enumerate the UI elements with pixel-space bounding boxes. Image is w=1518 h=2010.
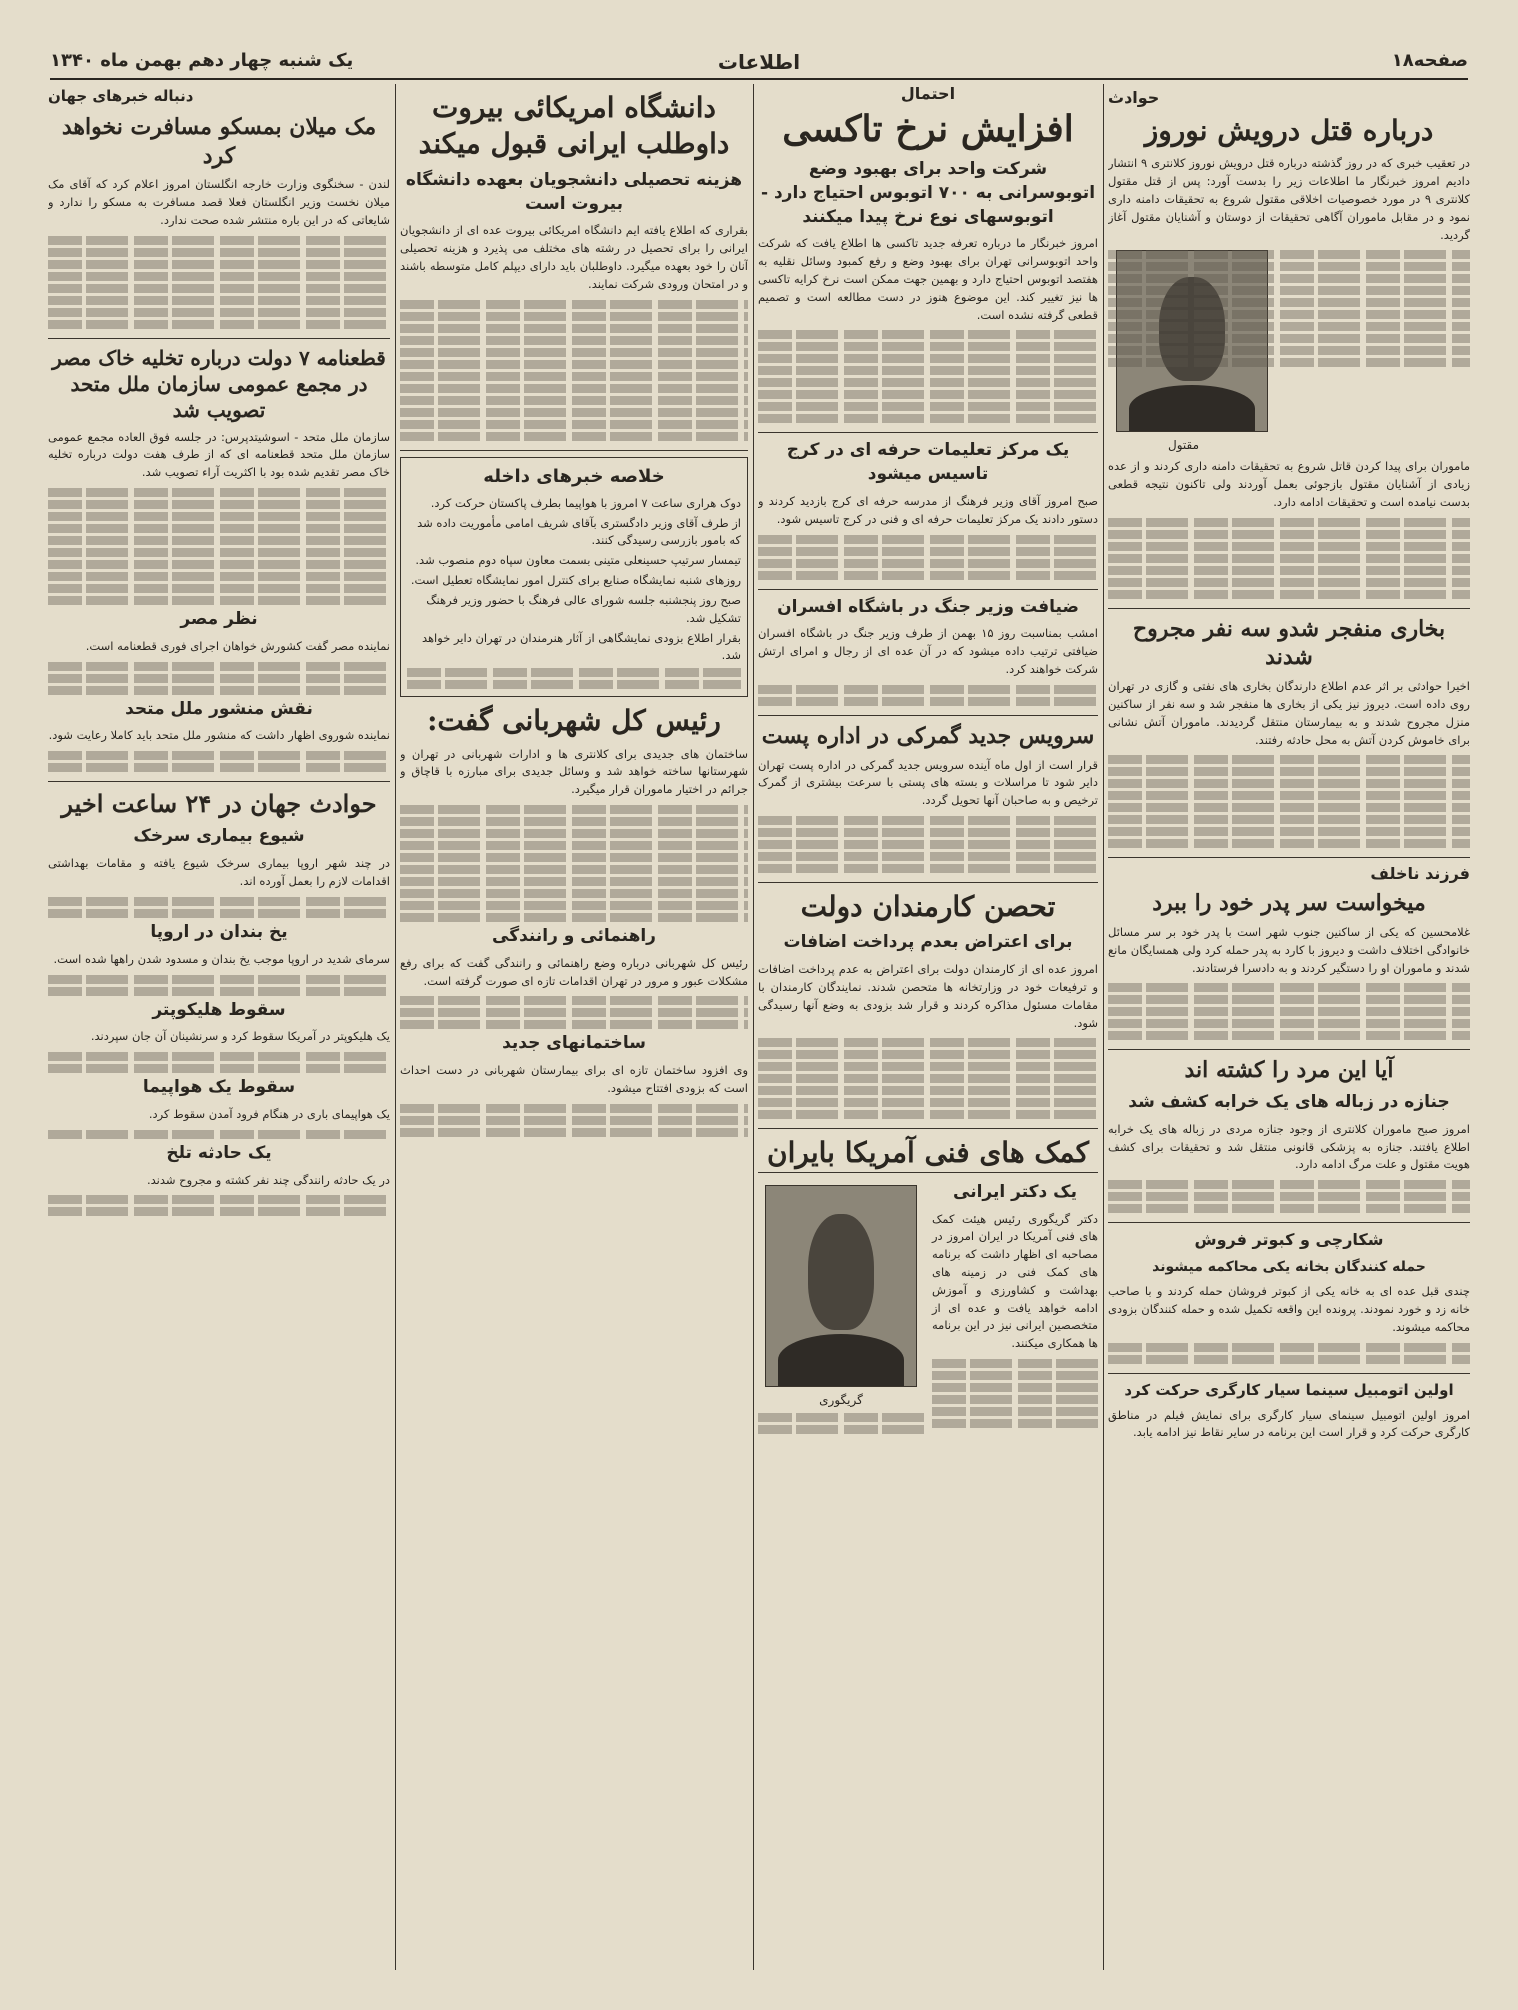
article-body: نماینده شوروی اظهار داشت که منشور ملل متحد باید کاملا رعایت شود.	[48, 728, 390, 743]
article-body: امشب بمناسبت روز ۱۵ بهمن از طرف وزیر جنگ در باشگاه افسران ضیافتی ترتیب داده میشود که در آن عده ای از رجال و امرای ارتش شرکت خواهند کرد.	[758, 626, 1098, 677]
kicker: یک دکتر ایرانی	[953, 1181, 1077, 1202]
headline: افزایش نرخ تاکسی	[782, 108, 1074, 150]
news-brief: صبح روز پنجشنبه جلسه شورای عالی فرهنگ با حضور وزیر فرهنگ تشکیل شد.	[426, 592, 741, 625]
column-rule	[395, 84, 396, 1970]
article-us-technical-aid	[758, 1135, 1098, 1436]
article-civil-servants-sitin	[758, 889, 1098, 1129]
news-brief: از طرف آقای وزیر دادگستری بآقای شریف امامی مأموریت داده شد که بامور بازرسی رسیدگی کنند.	[417, 515, 741, 548]
column-world-news	[48, 84, 390, 1970]
section-label: دنباله خبرهای جهان	[48, 87, 194, 105]
article-body: رئیس کل شهربانی درباره وضع راهنمائی و رانندگی گفت که برای رفع مشکلات عبور و مرور در تهران اقدامات تازه ای صورت گرفته است.	[400, 955, 748, 988]
article-body: بقراری که اطلاع یافته ایم دانشگاه امریکائی بیروت عده ای از دانشجویان ایرانی را برای تحصیل در رشته های مختلف می پذیرد و هزینه تحصیلی آنان را خود بعهده میگیرد. داوطلبان باید دارای دیپلم کامل متوسطه باشند و در امتحان ورودی شرکت نمایند.	[400, 223, 748, 291]
article-body: در یک حادثه رانندگی چند نفر کشته و مجروح شدند.	[146, 1172, 390, 1187]
article-taxi-fares	[758, 84, 1098, 433]
headline: میخواست سر پدر خود را ببرد	[1152, 890, 1426, 917]
section-subheading: سقوط یک هواپیما	[142, 1077, 296, 1098]
article-dervish-murder	[1108, 113, 1470, 609]
article-un-resolution	[48, 345, 390, 783]
section-label: حوادث	[1108, 88, 1160, 107]
article-body: سرمای شدید در اروپا موجب یخ بندان و مسدود شدن راهها شده است.	[53, 951, 390, 966]
subheadline: جنازه در زباله های یک خرابه کشف شد	[1128, 1091, 1450, 1112]
article-body-found	[1108, 1056, 1470, 1223]
news-brief: تیمسار سرتیپ حسینعلی متینی بسمت معاون سپاه دوم منصوب شد.	[415, 553, 741, 568]
news-brief: روزهای شنبه نمایشگاه صنایع برای کنترل امور نمایشگاه تعطیل است.	[410, 573, 741, 588]
headline: ضیافت وزیر جنگ در باشگاه افسران	[777, 596, 1079, 617]
subheadline: شرکت واحد برای بهبود وضع اتوبوسرانی به ۷۰۰ اتوبوس احتیاج دارد - اتوبوسهای نوع نرخ پیدا میکنند	[760, 159, 1096, 227]
gregory-photo	[765, 1185, 917, 1387]
section-subheading: ساختمانهای جدید	[502, 1033, 646, 1054]
article-body: در تعقیب خبری که در روز گذشته درباره قتل درویش نوروز کلانتری ۹ انتشار دادیم امروز خبرنگار ما اطلاعات زیر را بدست آورد: پس از قتل مقتول کلانتری ۹ در مورد خصوصیات اخلاقی مقتول شروع به تحقیقات دامنه داری نمود و در مقابل ماموران آگاهی تحقیقات از دوستان و آشنایان مقتول آغاز گردید.	[1108, 156, 1470, 242]
article-beirut-university	[400, 90, 748, 451]
headline: بخاری منفجر شدو سه نفر مجروح شدند	[1132, 615, 1446, 671]
subheadline: هزینه تحصیلی دانشجویان بعهده دانشگاه بیروت است	[405, 169, 743, 214]
column-rule	[1103, 84, 1104, 1970]
article-body: غلامحسین که یکی از ساکنین جنوب شهر است با پدر خود بر سر مسائل خانوادگی اختلاف داشت و دیروز با کارد به پدر حمله کرد ولی همسایگان مانع شدند و ماموران او را دستگیر کردند و به دادسرا فرستادند.	[1108, 924, 1470, 975]
article-world-24h	[48, 788, 390, 1216]
news-brief: بقرار اطلاع بزودی نمایشگاهی از آثار هنرمندان در تهران دایر خواهد شد.	[421, 630, 741, 663]
article-body: چندی قبل عده ای به خانه یکی از کبوتر فروشان حمله کردند و با صاحب خانه زد و خورد نمودند. پرونده این واقعه تکمیل شده و حمله کنندگان بزودی محاکمه میشوند.	[1108, 1284, 1470, 1334]
issue-date: یک شنبه چهار دهم بهمن ماه ۱۳۴۰	[50, 50, 354, 71]
section-subheading: راهنمائی و رانندگی	[492, 925, 656, 946]
column-domestic	[758, 84, 1098, 1970]
section-subheading: یخ بندان در اروپا	[150, 921, 288, 942]
subheadline: حمله کنندگان بخانه یکی محاکمه میشوند	[1152, 1258, 1426, 1275]
column-accidents	[1108, 84, 1470, 1970]
article-body: امروز خبرنگار ما درباره تعرفه جدید تاکسی ها اطلاع یافت که شرکت واحد اتوبوسرانی تهران برای بهبود وضع و رفع کمبود وسائل نقلیه به هفتصد اتوبوس احتیاج دارد و بهمین جهت ممکن است نرخ کرایه تاکسی ها نیز تغییر کند. این موضوع هنوز در دست مطالعه است و تصمیم قطعی گرفته نشده است.	[758, 236, 1098, 322]
photo-caption: مقتول	[1168, 438, 1200, 453]
article-body: صبح امروز آقای وزیر فرهنگ از مدرسه حرفه ای کرج بازدید کردند و دستور دادند یک مرکز تعلیمات حرفه ای و فنی در کرج تاسیس شود.	[758, 494, 1098, 526]
article-body: سازمان ملل متحد - اسوشیتدپرس: در جلسه فوق العاده مجمع عمومی سازمان ملل متحد قطعنامه ای که از طرف هفت دولت درباره تخلیه خاک مصر تقدیم شده بود با اکثریت آراء تصویب شد.	[48, 429, 390, 480]
article-body: امروز عده ای از کارمندان دولت برای اعتراض به عدم پرداخت اضافات و ترفیعات خود در وزارتخانه ها متحصن شدند. نمایندگان کارمندان با مقامات مسئول مذاکره کردند و قرار شد بزودی به وضع آنها رسیدگی شود.	[758, 962, 1098, 1030]
article-body: اخیرا حوادثی بر اثر عدم اطلاع دارندگان بخاری های نفتی و گازی در تهران روی داده است. دیروز نیز یکی از بخاری ها منفجر شد و سه نفر از ساکنین منزل مجروح شدند و به بیمارستان منتقل گردیدند. ماموران آتش نشانی برای خاموش کردن آتش به محل حادثه رفتند.	[1108, 679, 1470, 747]
headline: دانشگاه امریکائی بیروت داوطلب ایرانی قبول میکند	[418, 91, 730, 161]
headline: مک میلان بمسکو مسافرت نخواهد کرد	[61, 114, 377, 169]
article-body: لندن - سخنگوی وزارت خارجه انگلستان امروز اعلام کرد که آقای مک میلان نخست وزیر انگلستان فعلا قصد مسافرت به مسکو را ندارد و شایعاتی که در این باره منتشر شده صحت ندارد.	[48, 177, 390, 227]
article-body: در چند شهر اروپا بیماری سرخک شیوع یافته و مقامات بهداشتی اقدامات لازم را بعمل آورده اند.	[48, 856, 390, 889]
column-rule	[753, 84, 754, 1970]
column-education-briefs	[400, 84, 748, 1970]
article-body: امروز صبح ماموران کلانتری از وجود جنازه مردی در زباله های یک خرابه اطلاع یافتند. جنازه به پزشکی قانونی منتقل شد و تحقیقات برای کشف هویت مقتول و علت مرگ ادامه دارد.	[1108, 1121, 1470, 1172]
headline: حوادث جهان در ۲۴ ساعت اخیر	[61, 789, 377, 819]
news-brief: دوک هراری ساعت ۷ امروز با هواپیما بطرف پاکستان حرکت کرد.	[430, 495, 741, 510]
headline: سرویس جدید گمرکی در اداره پست	[761, 722, 1095, 749]
headline: اولین اتومبیل سینما سیار کارگری حرکت کرد	[1124, 1380, 1454, 1399]
article-war-minister-banquet	[758, 596, 1098, 716]
page-number: صفحه۱۸	[1391, 50, 1468, 71]
headline: قطعنامه ۷ دولت درباره تخلیه خاک مصر در مجمع عمومی سازمان ملل متحد تصویب شد	[52, 345, 386, 422]
photo-caption: گریگوری	[819, 1392, 863, 1407]
article-pigeon-seller	[1108, 1229, 1470, 1373]
article-body: یک هلیکوپتر در آمریکا سقوط کرد و سرنشینان آن جان سپردند.	[90, 1029, 390, 1044]
article-son-attack	[1108, 864, 1470, 1050]
headline: خلاصه خبرهای داخله	[483, 465, 665, 487]
kicker: فرزند ناخلف	[1370, 864, 1470, 884]
article-vocational-center	[758, 439, 1098, 589]
kicker: احتمال	[900, 84, 956, 103]
headline: تحصن کارمندان دولت	[800, 889, 1056, 923]
article-heater-explosion	[1108, 615, 1470, 858]
domestic-news-summary	[400, 457, 748, 698]
subheadline: برای اعتراض بعدم پرداخت اضافات	[783, 932, 1073, 953]
masthead	[50, 48, 1468, 80]
article-police-chief	[400, 703, 748, 1137]
headline: آیا این مرد را کشته اند	[1184, 1057, 1394, 1084]
article-body: نماینده مصر گفت کشورش خواهان اجرای فوری قطعنامه است.	[85, 638, 390, 653]
headline: درباره قتل درویش نوروز	[1144, 114, 1434, 147]
article-body: امروز اولین اتومبیل سینمای سیار کارگری برای نمایش فیلم در مناطق کارگری حرکت کرد و قرار است این برنامه در سایر نقاط نیز ادامه یابد.	[1108, 1407, 1470, 1440]
article-mobile-cinema	[1108, 1380, 1470, 1443]
section-subheading: نقش منشور ملل متحد	[125, 698, 313, 719]
section-subheading: یک حادثه تلخ	[166, 1142, 272, 1163]
article-body: ماموران برای پیدا کردن قاتل شروع به تحقیقات دامنه داری کردند و از عده زیادی از آشنایان مقتول بازجوئی بعمل آوردند ولی تاکنون نتیجه قطعی بدست نیامده است و تحقیقات ادامه دارد.	[1108, 459, 1470, 510]
article-macmillan	[48, 86, 390, 339]
newspaper-name: اطلاعات	[717, 50, 801, 74]
section-subheading: نظر مصر	[180, 609, 258, 630]
section-subheading: شیوع بیماری سرخک	[133, 826, 305, 847]
article-body: یک هواپیمای باری در هنگام فرود آمدن سقوط کرد.	[148, 1106, 390, 1121]
article-body: قرار است از اول ماه آینده سرویس جدید گمرکی در اداره پست تهران دایر شود تا مراسلات و بسته های پستی با سرعت بیشتری از گمرک ترخیص و به صاحبان آنها تحویل گردد.	[758, 757, 1098, 808]
section-subheading: سقوط هلیکوپتر	[152, 999, 286, 1020]
article-body: وی افزود ساختمان تازه ای برای بیمارستان شهربانی در دست احداث است که بزودی افتتاح میشود.	[400, 1063, 748, 1095]
article-body: ساختمان های جدیدی برای کلانتری ها و ادارات شهربانی در تهران و شهرستانها ساخته خواهد شد و وسائل جدیدی برای مبارزه با قاچاق و جرائم در اختیار ماموران قرار میگیرد.	[400, 746, 748, 797]
headline: رئیس کل شهربانی گفت:	[427, 704, 721, 738]
headline: شکارچی و کبوتر فروش	[1194, 1230, 1384, 1250]
headline: کمک های فنی آمریکا بایران	[758, 1135, 1098, 1172]
article-customs-post	[758, 722, 1098, 883]
headline: یک مرکز تعلیمات حرفه ای در کرج تاسیس میشود	[786, 440, 1070, 485]
article-body: دکتر گریگوری رئیس هیئت کمک های فنی آمریکا در ایران امروز در مصاحبه ای اظهار داشت که برنامه های کمک فنی در زمینه های بهداشت و کشاورزی و آموزش ادامه خواهد یافت و عده ای از متخصصین ایرانی نیز در این برنامه ها همکاری میکنند.	[932, 1211, 1098, 1351]
